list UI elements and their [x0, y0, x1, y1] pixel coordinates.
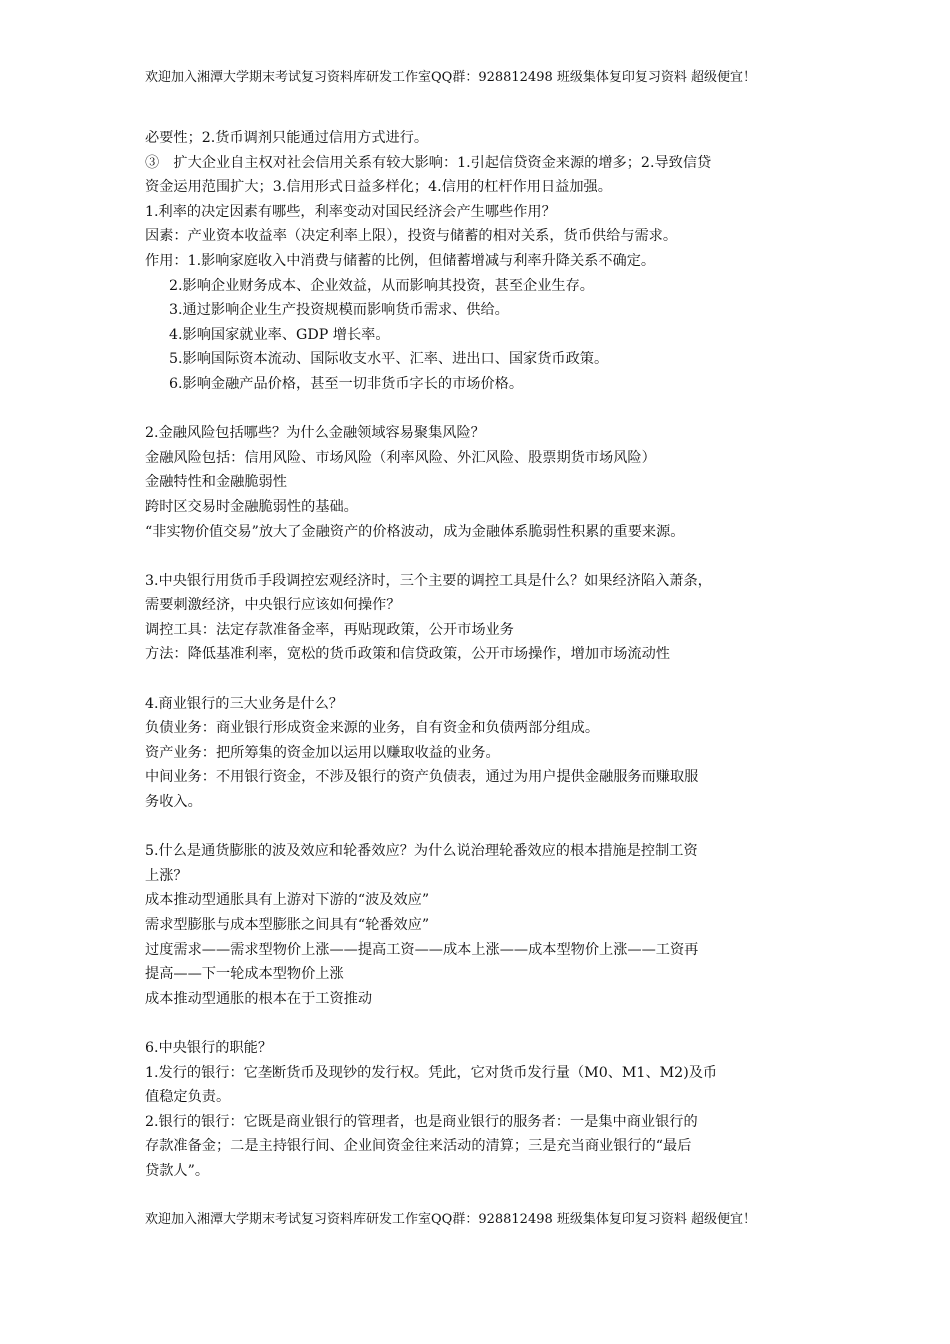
- text-line: 调控工具：法定存款准备金率，再贴现政策，公开市场业务: [145, 621, 514, 638]
- question-heading: 6.中央银行的职能？: [145, 1039, 273, 1056]
- text-line: 金融风险包括：信用风险、市场风险（利率风险、外汇风险、股票期货市场风险）: [145, 449, 656, 466]
- question-heading: 1.利率的决定因素有哪些，利率变动对国民经济会产生哪些作用？: [145, 203, 556, 220]
- question-heading: 2.金融风险包括哪些？为什么金融领域容易聚集风险？: [145, 425, 485, 442]
- question-heading: 4.商业银行的三大业务是什么？: [145, 695, 343, 712]
- question-heading: 5.什么是通货膨胀的波及效应和轮番效应？为什么说治理轮番效应的根本措施是控制工资: [145, 843, 698, 860]
- blank-line: [145, 1011, 817, 1036]
- text-line: 过度需求——需求型物价上涨——提高工资——成本上涨——成本型物价上涨——工资再: [145, 941, 699, 958]
- page-header: 欢迎加入湘潭大学期末考试复习资料库研发工作室QQ群：928812498 班级集体复印复习资料 超级便宜！: [145, 70, 757, 85]
- text-line: 值稳定负责。: [145, 1089, 231, 1106]
- text-line: 贷款人”。: [145, 1162, 210, 1179]
- text-line: 1.发行的银行：它垄断货币及现钞的发行权。凭此，它对货币发行量（M0、M1、M2)及币: [145, 1064, 718, 1081]
- text-line: 成本推动型通胀的根本在于工资推动: [145, 990, 373, 1007]
- text-line: 4.影响国家就业率、GDP 增长率。: [169, 326, 390, 343]
- text-line: 方法：降低基准利率，宽松的货币政策和信贷政策，公开市场操作，增加市场流动性: [145, 646, 670, 663]
- text-line: 必要性；2.货币调剂只能通过信用方式进行。: [145, 130, 429, 146]
- text-line: 3.通过影响企业生产投资规模而影响货币需求、供给。: [169, 302, 509, 319]
- text-line: 中间业务：不用银行资金，不涉及银行的资产负债表，通过为用户提供金融服务而赚取服: [145, 769, 699, 786]
- text-line: 作用：1.影响家庭收入中消费与储蓄的比例，但储蓄增减与利率升降关系不确定。: [145, 252, 656, 269]
- text-line: 需求型膨胀与成本型膨胀之间具有“轮番效应”: [145, 917, 430, 933]
- text-line: 务收入。: [145, 794, 202, 811]
- page-footer: 欢迎加入湘潭大学期末考试复习资料库研发工作室QQ群：928812498 班级集体复印复习资料 超级便宜！: [145, 1212, 757, 1227]
- text-line: 资金运用范围扩大；3.信用形式日益多样化；4.信用的杠杆作用日益加强。: [145, 179, 612, 196]
- document-body: [145, 126, 817, 1184]
- question-heading: 需要刺激经济，中央银行应该如何操作？: [145, 597, 401, 614]
- text-line: 因素：产业资本收益率（决定利率上限），投资与储蓄的相对关系，货币供给与需求。: [145, 228, 678, 245]
- blank-line: [145, 397, 817, 422]
- text-line: 成本推动型通胀具有上游对下游的“波及效应”: [145, 892, 430, 909]
- text-line: 存款准备金；二是主持银行间、企业间资金往来活动的清算；三是充当商业银行的“最后: [145, 1138, 692, 1155]
- text-line: 6.影响金融产品价格，甚至一切非货币字长的市场价格。: [169, 375, 524, 392]
- text-line: 提高——下一轮成本型物价上涨: [145, 966, 344, 983]
- text-line: 2.影响企业财务成本、企业效益，从而影响其投资，甚至企业生存。: [169, 277, 594, 294]
- text-line: “非实物价值交易”放大了金融资产的价格波动，成为金融体系脆弱性积累的重要来源。: [145, 523, 685, 540]
- blank-line: [145, 815, 817, 840]
- text-line: 2.银行的银行：它既是商业银行的管理者，也是商业银行的服务者：一是集中商业银行的: [145, 1113, 698, 1130]
- text-line: 负债业务：商业银行形成资金来源的业务，自有资金和负债两部分组成。: [145, 720, 600, 737]
- question-heading: 上涨？: [145, 867, 188, 884]
- blank-line: [145, 544, 817, 569]
- blank-line: [145, 667, 817, 692]
- text-line: 5.影响国际资本流动、国际收支水平、汇率、进出口、国家货币政策。: [169, 351, 609, 368]
- text-line: ③ 扩大企业自主权对社会信用关系有较大影响：1.引起信贷资金来源的增多；2.导致信贷: [145, 154, 712, 171]
- text-line: 金融特性和金融脆弱性: [145, 474, 287, 491]
- question-heading: 3.中央银行用货币手段调控宏观经济时，三个主要的调控工具是什么？如果经济陷入萧条，: [145, 572, 712, 589]
- text-line: 资产业务：把所筹集的资金加以运用以赚取收益的业务。: [145, 744, 500, 761]
- text-line: 跨时区交易时金融脆弱性的基础。: [145, 498, 358, 515]
